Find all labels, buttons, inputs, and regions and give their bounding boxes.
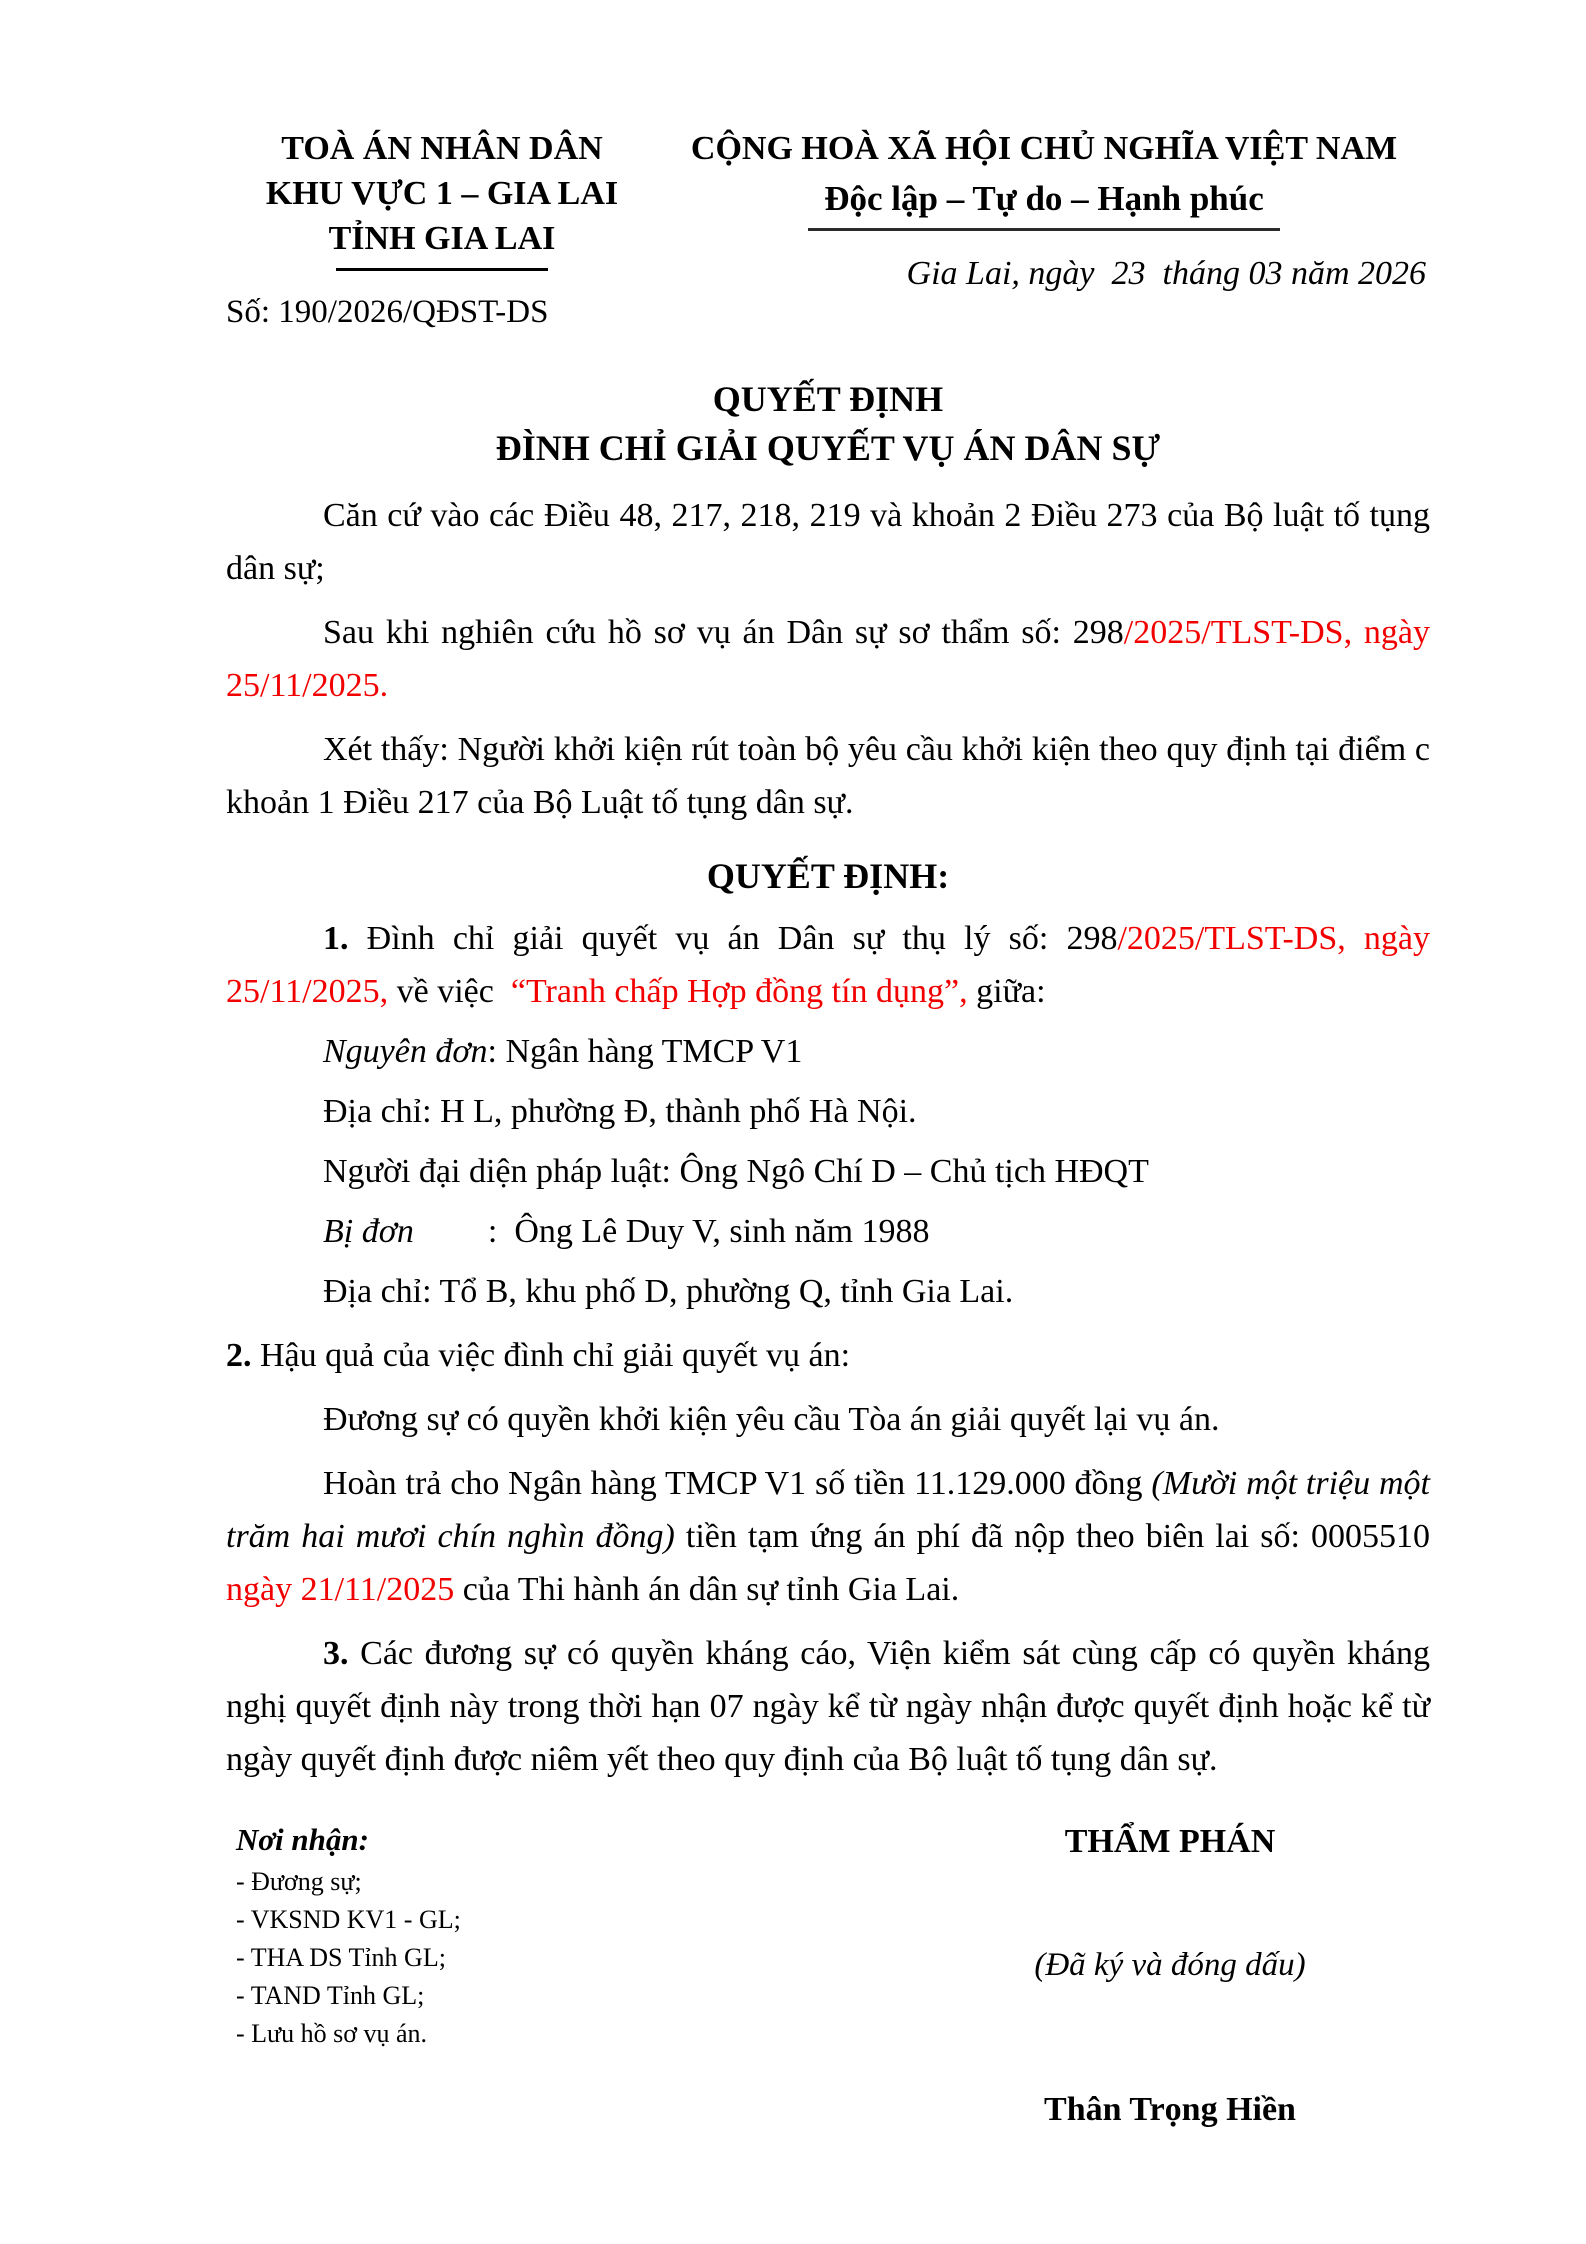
national-motto: Độc lập – Tự do – Hạnh phúc [808, 178, 1280, 231]
plaintiff-address-line: Địa chỉ: H L, phường Đ, thành phố Hà Nội. [323, 1093, 917, 1130]
national-title: CỘNG HOÀ XÃ HỘI CHỦ NGHĨA VIỆT NAM [690, 130, 1398, 167]
recipient-item: - Đương sự; [236, 1867, 362, 1896]
case-file-text: Sau khi nghiên cứu hồ sơ vụ án Dân sự sơ thẩm số: 298 [323, 614, 1124, 651]
document-footer [226, 1820, 1430, 2132]
plaintiff-line [226, 1025, 1430, 1078]
court-name-line2: KHU VỰC 1 – GIA LAI [265, 175, 619, 212]
article-2-heading [226, 1329, 1430, 1382]
refund-text: Hoàn trả cho Ngân hàng TMCP V1 số tiền 11.129.000 đồng [323, 1465, 1152, 1502]
article-1-text: Đình chỉ giải quyết vụ án Dân sự thụ lý số: 298 [348, 920, 1118, 957]
article-2-number: 2. [226, 1337, 252, 1374]
article-2-heading-text: Hậu quả của việc đình chỉ giải quyết vụ án: [251, 1337, 851, 1374]
plaintiff-label: Nguyên đơn [323, 1033, 488, 1070]
court-name-line1: TOÀ ÁN NHÂN DÂN [281, 130, 603, 167]
article-3-number: 3. [323, 1635, 349, 1672]
defendant-line [226, 1205, 1430, 1258]
representative-line: Người đại diện pháp luật: Ông Ngô Chí D – Chủ tịch HĐQT [323, 1153, 1149, 1190]
receipt-date-red: ngày 21/11/2025 [226, 1571, 455, 1608]
amount-in-words: (Mười một triệu một trăm hai mươi chín nghìn đồng) [226, 1465, 1431, 1555]
preamble-paragraph-3: Xét thấy: Người khởi kiện rút toàn bộ yêu cầu khởi kiện theo quy định tại điểm c khoản 1 Điều 217 của Bộ Luật tố tụng dân sự. [226, 731, 1430, 821]
article-1-number: 1. [323, 920, 349, 957]
plaintiff-value: : Ngân hàng TMCP V1 [487, 1033, 803, 1070]
judge-name: Thân Trọng Hiền [1044, 2091, 1296, 2128]
article-1-text-2: về việc [388, 973, 511, 1010]
defendant-value: : Ông Lê Duy V, sinh năm 1988 [487, 1213, 930, 1250]
document-body [226, 489, 1430, 1786]
court-block [226, 126, 658, 333]
article-2-paragraph-2 [226, 1457, 1430, 1616]
case-file-number-red: /2025/TLST-DS, ngày 25/11/2025. [226, 614, 1430, 704]
document-header [226, 126, 1430, 333]
recipient-item: - THA DS Tỉnh GL; [236, 1943, 446, 1972]
recipient-item: - TAND Tỉnh GL; [236, 1981, 425, 2010]
recipient-item: - Lưu hồ sơ vụ án. [236, 2019, 428, 2048]
court-name-line3: TỈNH GIA LAI [328, 220, 556, 257]
dateline: Gia Lai, ngày 23 tháng 03 năm 2026 [906, 255, 1426, 292]
preamble-paragraph-1: Căn cứ vào các Điều 48, 217, 218, 219 và khoản 2 Điều 273 của Bộ luật tố tụng dân sự; [226, 497, 1430, 587]
article-3-paragraph [226, 1627, 1430, 1786]
signed-and-sealed-note: (Đã ký và đóng dấu) [1034, 1947, 1306, 1983]
preamble-paragraph-2 [226, 606, 1430, 712]
article-2-paragraph-1: Đương sự có quyền khởi kiện yêu cầu Tòa án giải quyết lại vụ án. [323, 1401, 1220, 1438]
recipients-block [226, 1820, 910, 2132]
national-block [658, 126, 1430, 333]
article-1-dispute-red: “Tranh chấp Hợp đồng tín dụng”, [510, 973, 968, 1010]
document-number: Số: 190/2026/QĐST-DS [226, 294, 549, 330]
title-line1: QUYẾT ĐỊNH [712, 379, 944, 419]
article-1-case-number-red: /2025/TLST-DS, ngày 25/11/2025, [226, 920, 1430, 1010]
court-underline [336, 268, 548, 271]
defendant-address-line: Địa chỉ: Tổ B, khu phố D, phường Q, tỉnh Gia Lai. [323, 1273, 1014, 1310]
decision-heading: QUYẾT ĐỊNH: [706, 856, 950, 896]
article-3-text: Các đương sự có quyền kháng cáo, Viện kiểm sát cùng cấp có quyền kháng nghị quyết định này trong thời hạn 07 ngày kể từ ngày nhận được quyết định hoặc kể từ ngày quyết định được niêm yết theo quy định của Bộ luật tố tụng dân sự. [226, 1635, 1430, 1778]
title-line2: ĐÌNH CHỈ GIẢI QUYẾT VỤ ÁN DÂN SỰ [495, 428, 1161, 468]
recipients-heading: Nơi nhận: [236, 1822, 369, 1857]
judge-title: THẨM PHÁN [1064, 1823, 1276, 1860]
article-1-paragraph [226, 912, 1430, 1018]
recipient-item: - VKSND KV1 - GL; [236, 1905, 461, 1934]
article-1-text-3: giữa: [967, 973, 1046, 1010]
refund-text-2: tiền tạm ứng án phí đã nộp theo biên lai số: 0005510 [674, 1518, 1430, 1555]
refund-text-3: của Thi hành án dân sự tỉnh Gia Lai. [454, 1571, 960, 1608]
defendant-label: Bị đơn [323, 1213, 414, 1250]
document-title [226, 375, 1430, 473]
signature-block [910, 1820, 1430, 2132]
